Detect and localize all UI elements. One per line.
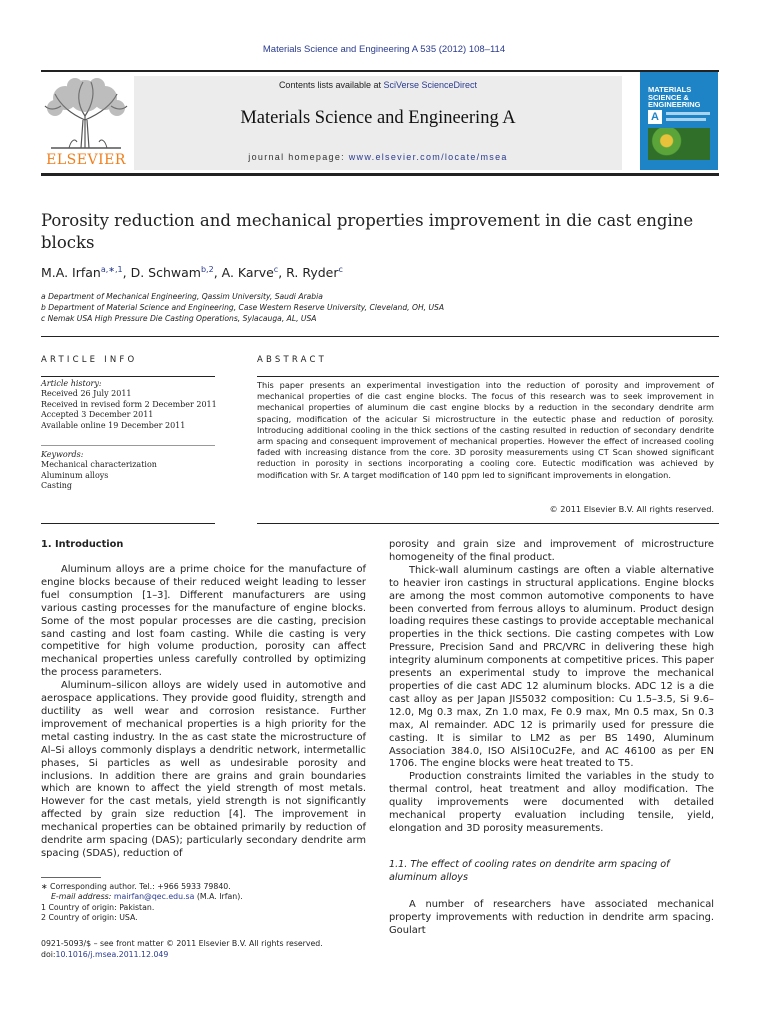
footnote-corresponding: ∗ Corresponding author. Tel.: +966 5933 79840.: [41, 882, 231, 891]
abstract-heading: ABSTRACT: [257, 355, 328, 365]
cover-title-line-1: MATERIALS: [648, 85, 692, 94]
affiliation-c: c Nemak USA High Pressure Die Casting Operations, Sylacauga, AL, USA: [41, 314, 317, 323]
cover-title-line-3: ENGINEERING: [648, 100, 701, 109]
author-affil-sup[interactable]: c: [273, 265, 279, 274]
left-column: [41, 564, 366, 861]
footnote-email: E-mail address: mairfan@qec.edu.sa (M.A. Irfan).: [51, 892, 243, 902]
cover-letter: A: [648, 110, 662, 124]
abstract-copyright: © 2011 Elsevier B.V. All rights reserved.: [549, 504, 714, 514]
article-title: Porosity reduction and mechanical properties improvement in die cast engine blocks: [41, 211, 694, 252]
front-matter: [41, 938, 323, 960]
author-2[interactable]: D. Schwam$^{b,2}$,: [130, 265, 222, 281]
author-affil-sup[interactable]: c: [338, 265, 343, 274]
journal-citation[interactable]: Materials Science and Engineering A 535 (2012) 108–114: [262, 44, 506, 55]
footnote-rule: [41, 877, 101, 878]
affiliations: [41, 291, 444, 324]
header-top-rule: [41, 70, 719, 72]
cover-title-line-2: SCIENCE &: [648, 92, 689, 102]
subsection-paragraph: [389, 899, 714, 938]
article-history: [41, 379, 221, 431]
author-3[interactable]: A. Karve$^c$,: [221, 265, 287, 281]
homepage-prefix: journal homepage:: [248, 152, 349, 162]
author-1[interactable]: M.A. Irfan$^{a,∗,1}$,: [41, 265, 131, 281]
intro-paragraph-2: Aluminum–silicon alloys are widely used in automotive and aerospace applications. They provide good fluidity, strength and ductility as well wear and corrosion resistance. Further improvement of mechanical properties is a high priority for the metal casting industry. In the as cast state the microstructure of Al–Si alloys commonly displays a dendritic network, intermetallic phases, Si particles as well as undesirable porosity and inclusions. In addition there are grains and grain boundaries which are known to affect the yield strength of most metals. However for the cast metals, yield strength is not significantly affected by grain size reduction [4]. The improvement in mechanical properties can be obtained primarily by reduction of dendrite arm spacing (DAS); particularly secondary dendrite arm spacing (SDAS), reduction of: [41, 680, 366, 859]
history-accepted: Accepted 3 December 2011: [41, 410, 154, 420]
abstract-text: This paper presents an experimental investigation into the reduction of porosity and improvement of mechanical properties of die cast engine blocks. The focus of this research was to seek improvement in mechanical properties of aluminum die cast engine blocks by a reduction in the secondary dendrite arm spacing, modification of the acicular Si microstructure in the eutectic phase and reduction of porosity. Introducing additional cooling in the thick sections of the casting resulted in reduction of secondary dendrite arm spacing and consequent improvement of mechanical properties. However the effect of increased cooling faded with increasing distance from the core. 3D porosity measurements using CT Scan showed significant reduction in porosity in sections incorporating a cooling core. Eutectic modification was achieved by modification with Sr. A target modification of 140 ppm led to significant improvements in elongation.: [257, 380, 714, 480]
footnote-1: 1 Country of origin: Pakistan.: [41, 902, 155, 912]
history-label: Article history:: [41, 379, 102, 388]
section-1-heading: 1. Introduction: [41, 539, 124, 550]
author-name: A. Karve: [221, 265, 274, 281]
intro-paragraph-continued: porosity and grain size and improvement of microstructure homogeneity of the final product.: [389, 539, 714, 563]
article-info-bottom-rule: [41, 523, 215, 524]
author-list: [41, 265, 343, 280]
cover-artwork: [648, 128, 710, 160]
journal-cover-image[interactable]: [640, 72, 718, 170]
author-name: D. Schwam: [130, 265, 201, 281]
doi-line: doi:10.1016/j.msea.2011.12.049: [41, 950, 169, 959]
intro-paragraph-3: Thick-wall aluminum castings are often a viable alternative to heavier iron castings in structural applications. Engine blocks are among the most common automotive components to have been converted from ferrous alloys to aluminum. Product design loading requires these castings to provide acceptable mechanical properties in the thick sections. Die casting competes with Low Pressure, Precision Sand and PRC/VRC in delivering these high integrity aluminum components at competitive prices. This paper presents an experimental study to improve the mechanical properties of die cast ADC 12 aluminum blocks. ADC 12 is a die cast alloy as per Japan JIS5032 composition: Cu 1.5–3.5, Si 9.6–12.0, Mg 0.3 max, Zn 1.0 max, Fe 0.9 max, Mn 0.5 max, Sn 0.3 max, Al remainder. ADC 12 is primarily used for pressure die casting. It is similar to LM2 as per BS 1490, Aluminum Association 384.0, ISO AlSi10Cu2Fe, and AC 46100 as per EN 1706. The engine blocks were heat treated to T5.: [389, 564, 714, 770]
subsection-paragraph-1: A number of researchers have associated mechanical property improvements with reduction in dendrite arm spacing. Goulart: [389, 899, 714, 936]
affiliation-b: b Department of Material Science and Engineering, Case Western Reserve University, Cleveland, OH, USA: [41, 303, 445, 312]
history-received: Received 26 July 2011: [41, 389, 132, 399]
sciencedirect-link[interactable]: SciVerse ScienceDirect: [383, 80, 478, 90]
right-column: [389, 539, 714, 836]
author-affil-sup[interactable]: a,∗,1: [100, 265, 123, 274]
article-info-rule: [41, 376, 215, 377]
keyword-item: Aluminum alloys: [41, 470, 109, 480]
keywords-label: Keywords:: [41, 450, 84, 459]
header-bottom-rule: [41, 173, 719, 176]
elsevier-wordmark: ELSEVIER: [46, 152, 126, 168]
email-link[interactable]: mairfan@qec.edu.sa: [113, 892, 195, 902]
journal-title: Materials Science and Engineering A: [240, 108, 516, 128]
footnote-2: 2 Country of origin: USA.: [41, 913, 138, 923]
doi-link[interactable]: 10.1016/j.msea.2011.12.049: [55, 950, 169, 959]
keywords-block: [41, 450, 221, 492]
author-4[interactable]: [286, 265, 343, 280]
homepage-line: [134, 152, 622, 162]
intro-paragraph-4: Production constraints limited the variables in the study to thermal control, heat treatment and alloy modification. The quality improvements were documented with detailed mechanical property evaluation including tensile, yield, elongation and 3D porosity measurements.: [389, 771, 714, 834]
section-divider: [41, 336, 719, 337]
subsection-1-1-heading: 1.1. The effect of cooling rates on dendrite arm spacing of aluminum alloys: [389, 859, 670, 883]
history-online: Available online 19 December 2011: [41, 420, 186, 430]
author-name: M.A. Irfan: [41, 265, 101, 281]
front-matter-copyright: 0921-5093/$ – see front matter © 2011 Elsevier B.V. All rights reserved.: [41, 939, 323, 948]
abstract-rule: [257, 376, 719, 377]
contents-prefix: Contents lists available at: [278, 80, 384, 90]
cover-title: [648, 86, 701, 109]
keyword-item: Casting: [41, 481, 73, 491]
abstract-bottom-rule: [257, 523, 719, 524]
article-info-heading: ARTICLE INFO: [41, 355, 138, 365]
keyword-item: Mechanical characterization: [41, 460, 157, 470]
affiliation-a: a Department of Mechanical Engineering, Qassim University, Saudi Arabia: [41, 292, 323, 301]
footnotes: [41, 882, 243, 924]
history-revised: Received in revised form 2 December 2011: [41, 399, 217, 409]
email-label: E-mail address:: [51, 892, 114, 902]
contents-line: [134, 80, 622, 90]
keywords-rule: [41, 445, 215, 446]
homepage-link[interactable]: www.elsevier.com/locate/msea: [348, 152, 508, 162]
author-name: R. Ryder: [286, 265, 339, 281]
author-affil-sup[interactable]: b,2: [200, 265, 214, 274]
intro-paragraph-1: Aluminum alloys are a prime choice for the manufacture of engine blocks because of their reduced weight leading to lesser fuel consumption [1–3]. Different manufacturers are using various casting processes for the manufacture of engine blocks. Some of the most popular processes are die casting, precision sand casting and lost foam casting. While die casting is very competitive for high volume production, porosity can affect mechanical properties unless carefully controlled by optimizing the process parameters.: [41, 564, 366, 679]
